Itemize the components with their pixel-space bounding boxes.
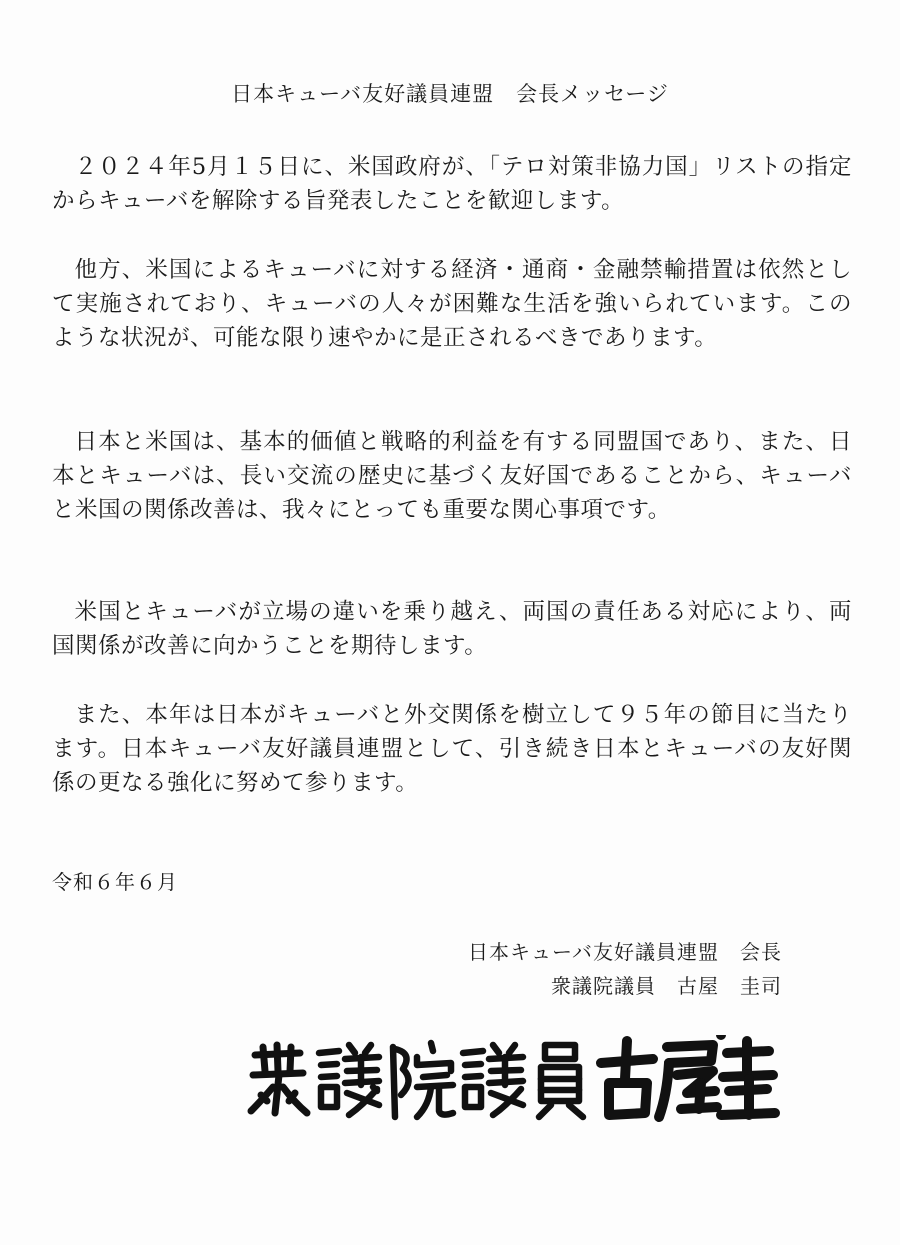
paragraph-5: また、本年は日本がキューバと外交関係を樹立して９５年の節目に当たります。日本キューバ友好議員連盟として、引き続き日本とキューバの友好関係の更なる強化に努めて参ります。 — [52, 702, 852, 796]
document-title: 日本キューバ友好議員連盟 会長メッセージ — [231, 82, 669, 106]
paragraph-4: 米国とキューバが立場の違いを乗り越え、両国の責任ある対応により、両国関係が改善に向かうことを期待します。 — [52, 599, 852, 659]
signature-name-line: 衆議院議員 古屋 圭司 — [551, 974, 782, 998]
paragraph-2: 他方、米国によるキューバに対する経済・通商・金融禁輸措置は依然として実施されており、キューバの人々が困難な生活を強いられています。このような状況が、可能な限り速やかに是正されるべきであります。 — [52, 257, 852, 351]
paragraph-1: ２０２４年5月１５日に、米国政府が、「テロ対策非協力国」リストの指定からキューバを解除する旨発表したことを歓迎します。 — [52, 154, 852, 214]
paragraph-3: 日本と米国は、基本的価値と戦略的利益を有する同盟国であり、また、日本とキューバは、長い交流の歴史に基づく友好国であることから、キューバと米国の関係改善は、我々にとっても重要な関心事項です。 — [52, 429, 852, 523]
signature-org-line: 日本キューバ友好議員連盟 会長 — [468, 940, 782, 964]
document-date: 令和６年６月 — [52, 870, 178, 894]
handwritten-signature — [245, 1035, 785, 1125]
